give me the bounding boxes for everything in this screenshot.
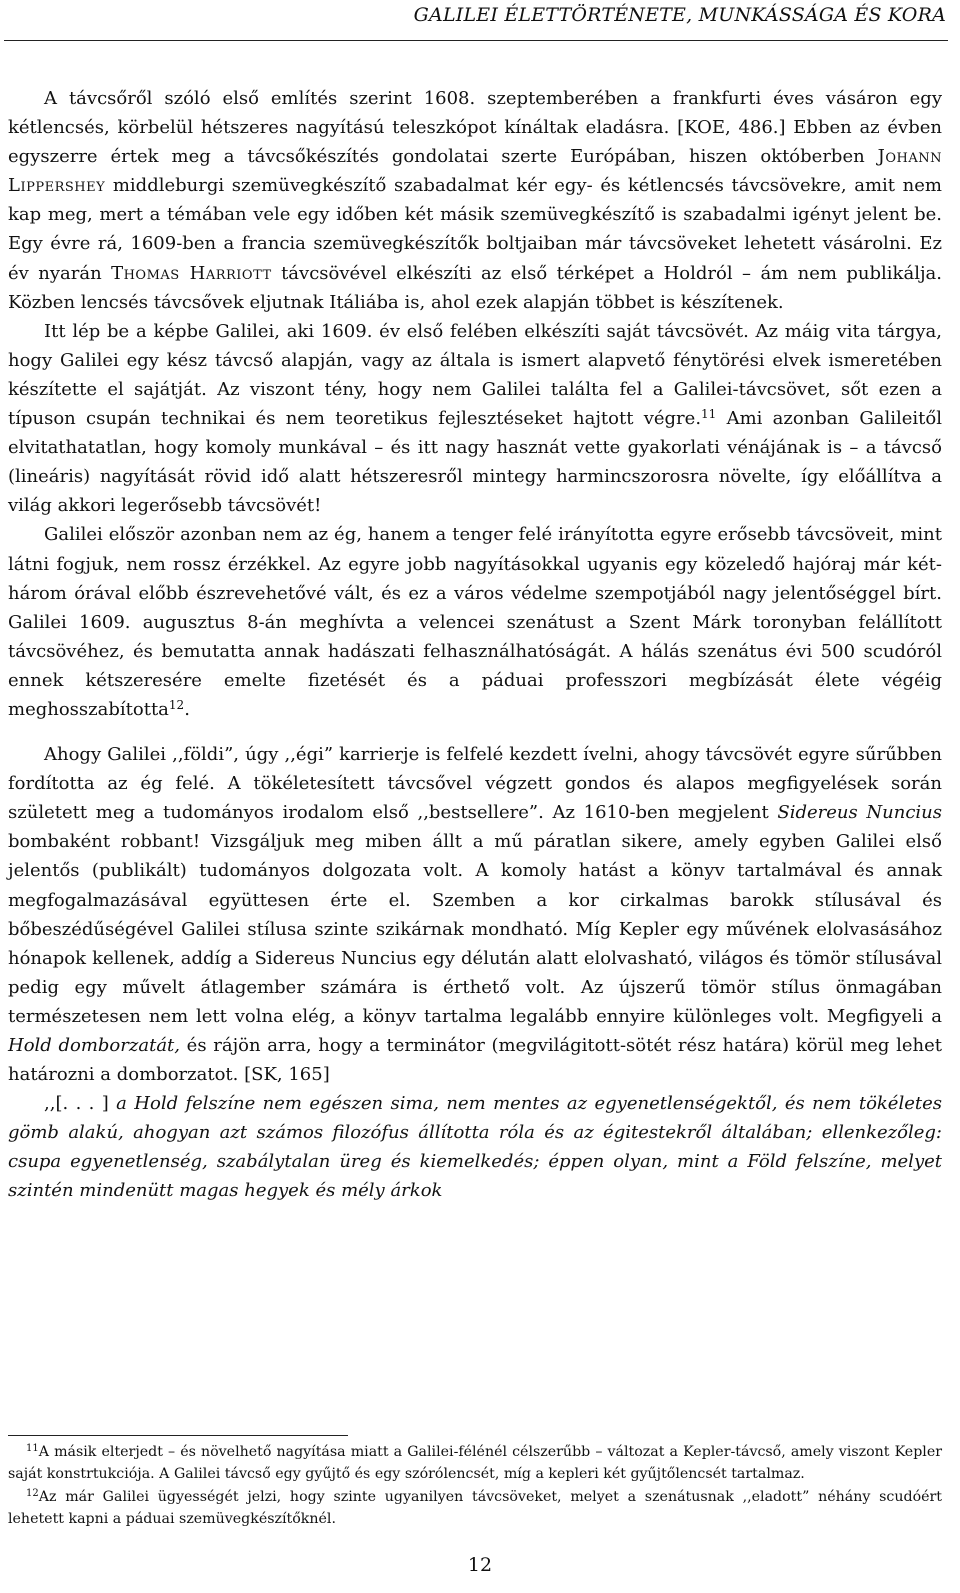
- paragraph-telescope-history: A távcsőről szóló első említés szerint 1608. szeptemberében a frankfurti éves vásáron egy kétlencsés, körbelül hétszeres nagyítású teleszkópot kínáltak eladásra. [KOE, 486.] Ebben az évben egyszerre értek meg a távcsőkészítés gondolatai szerte Európában, hiszen októberben Johann Lippershey middleburgi szemüvegkészítő szabadalmat kér egy- és kétlencsés távcsövekre, amit nem kap meg, mert a témában vele egy időben két másik szemüvegkészítő is szabadalmi igényt jelent be. Egy évre rá, 1609-ben a francia szemüvegkészítők boltjaiban már távcsöveket lehetett vásárolni. Ez év nyarán Thomas Harriott távcsövével elkészíti az első térképet a Holdról – ám nem publikálja. Közben lencsés távcsővek eljutnak Itáliába is, ahol ezek alapján többet is készítenek.: [8, 88, 942, 313]
- footnote-ref-11[interactable]: 11: [701, 407, 717, 422]
- footnote-number: 11: [26, 1443, 39, 1454]
- paragraph-galilei-telescope: Itt lép be a képbe Galilei, aki 1609. év első felében elkészíti saját távcsövét. Az máig vita tárgya, hogy Galilei egy kész távcső alapján, vagy az általa is ismert alapvető fénytörési elvek ismeretében készítette el sajátját. Az viszont tény, hogy nem Galilei találta fel a Galilei-távcsövet, sőt ezen a típuson csupán technikai és nem teoretikus fejlesztéseket hajtott végre.$^{11}$ Ami azonban Galileitől elvitathatatlan, hogy komoly munkával – és itt nagy hasznát vette gyakorlati vénájának is – a távcső (lineáris) nagyítását rövid idő alatt hétszeresről mintegy harmincszorosra növelte, így előállítva a világ akkori legerősebb távcsövét!: [8, 320, 942, 517]
- footnote-rule: [8, 1435, 348, 1436]
- running-head: GALILEI ÉLETTÖRTÉNETE, MUNKÁSSÁGA ÉS KORA: [413, 4, 946, 26]
- footnote-text: Az már Galilei ügyességét jelzi, hogy szinte ugyanilyen távcsöveket, melyet a szenátusnak ,,eladott” néhány scudóért lehetett kapni a páduai szemüvegkészítőknél.: [8, 1489, 942, 1527]
- paragraph-quote: ,,[. . . ] a Hold felszíne nem egészen sima, nem mentes az egyenetlenségektől, és nem tökéletes gömb alakú, ahogyan azt számos filozófus állította róla és az égitestekről általában; ellenkezőleg: csupa egyenetlenség, szabálytalan üreg és kiemelkedés; éppen olyan, mint a Föld felszíne, melyet szintén mindenütt magas hegyek és mély árkok: [8, 1093, 942, 1202]
- header-rule: [4, 40, 948, 41]
- book-title: Sidereus Nuncius: [777, 802, 942, 824]
- footnotes: [8, 1442, 942, 1530]
- footnote-text: A másik elterjedt – és növelhető nagyítása miatt a Galilei-félénél célszerűbb – változat a Kepler-távcső, amely viszont Kepler saját konstrtukciója. A Galilei távcső egy gyűjtő és egy szórólencsét, míg a kepleri két gyűjtőlencsét tartalmaz.: [8, 1444, 942, 1482]
- footnote-12: [8, 1487, 942, 1530]
- page-number: 12: [467, 1554, 493, 1576]
- name-harriott: Thomas Harriott: [111, 262, 272, 284]
- body-text: [8, 84, 942, 1206]
- footnote-11: [8, 1442, 942, 1485]
- name-lippershey: Johann Lippershey: [8, 146, 942, 197]
- paragraph-venetian-senate: Galilei először azonban nem az ég, hanem a tenger felé irányította egyre erősebb távcsöveit, mint látni fogjuk, nem rossz érzékkel. Az egyre jobb nagyításokkal ugyanis egy közeledő hajóraj már két-három órával előbb észrevehetővé vált, és ez a város védelme szempotjából nagy jelentőséggel bírt. Galilei 1609. augusztus 8-án meghívta a velencei szenátust a Szent Márk toronyban felállított távcsövéhez, és bemutatta annak hadászati felhasználhatóságát. A hálás szenátus évi 500 scudóról ennek kétszeresére emelte fizetését és a páduai professzori megbízását élete végéig meghosszabította$^{12}$.: [8, 524, 942, 720]
- footnote-number: 12: [26, 1488, 39, 1499]
- footnote-ref-12[interactable]: 12: [168, 697, 185, 712]
- quote-text: a Hold felszíne nem egészen sima, nem mentes az egyenetlenségektől, és nem tökéletes gömb alakú, ahogyan azt számos filozófus állította róla és az égitestekről általában; ellenkezőleg: csupa egyenetlenség, szabálytalan üreg és kiemelkedés; éppen olyan, mint a Föld felszíne, melyet szintén mindenütt magas hegyek és mély árkok: [8, 1093, 942, 1202]
- moon-topography-phrase: Hold domborzatát,: [8, 1035, 181, 1056]
- paragraph-sidereus-nuncius: Ahogy Galilei ,,földi”, úgy ,,égi” karrierje is felfelé kezdett ívelni, ahogy távcsövét egyre sűrűbben fordította az ég felé. A tökéletesített távcsővel végzett gondos és alapos megfigyelések során született meg a tudományos irodalom első ,,bestsellere”. Az 1610-ben megjelent Sidereus Nuncius bombaként robbant! Vizsgáljuk meg miben állt a mű páratlan sikere, amely egyben Galilei első jelentős (publikált) tudományos dolgozata volt. A komoly hatást a könyv tartalmával és annak megfogalmazásával együttesen érte el. Szemben a kor cirkalmas barokk stílusával és bőbeszédűségével Galilei stílusa szinte szikárnak mondható. Míg Kepler egy művének elolvasásához hónapok kellenek, addíg a Sidereus Nuncius egy délután alatt elolvasható, világos és tömör stílusával pedig egy művelt átlagember számára is érthető volt. Az újszerű tömör stílus önmagában természetesen nem lett volna elég, a könyv tartalma legalább ennyire különleges volt. Megfigyeli a Hold domborzatát, és rájön arra, hogy a terminátor (megvilágitott-sötét rész határa) körül meg lehet határozni a domborzatot. [SK, 165]: [8, 744, 943, 1086]
